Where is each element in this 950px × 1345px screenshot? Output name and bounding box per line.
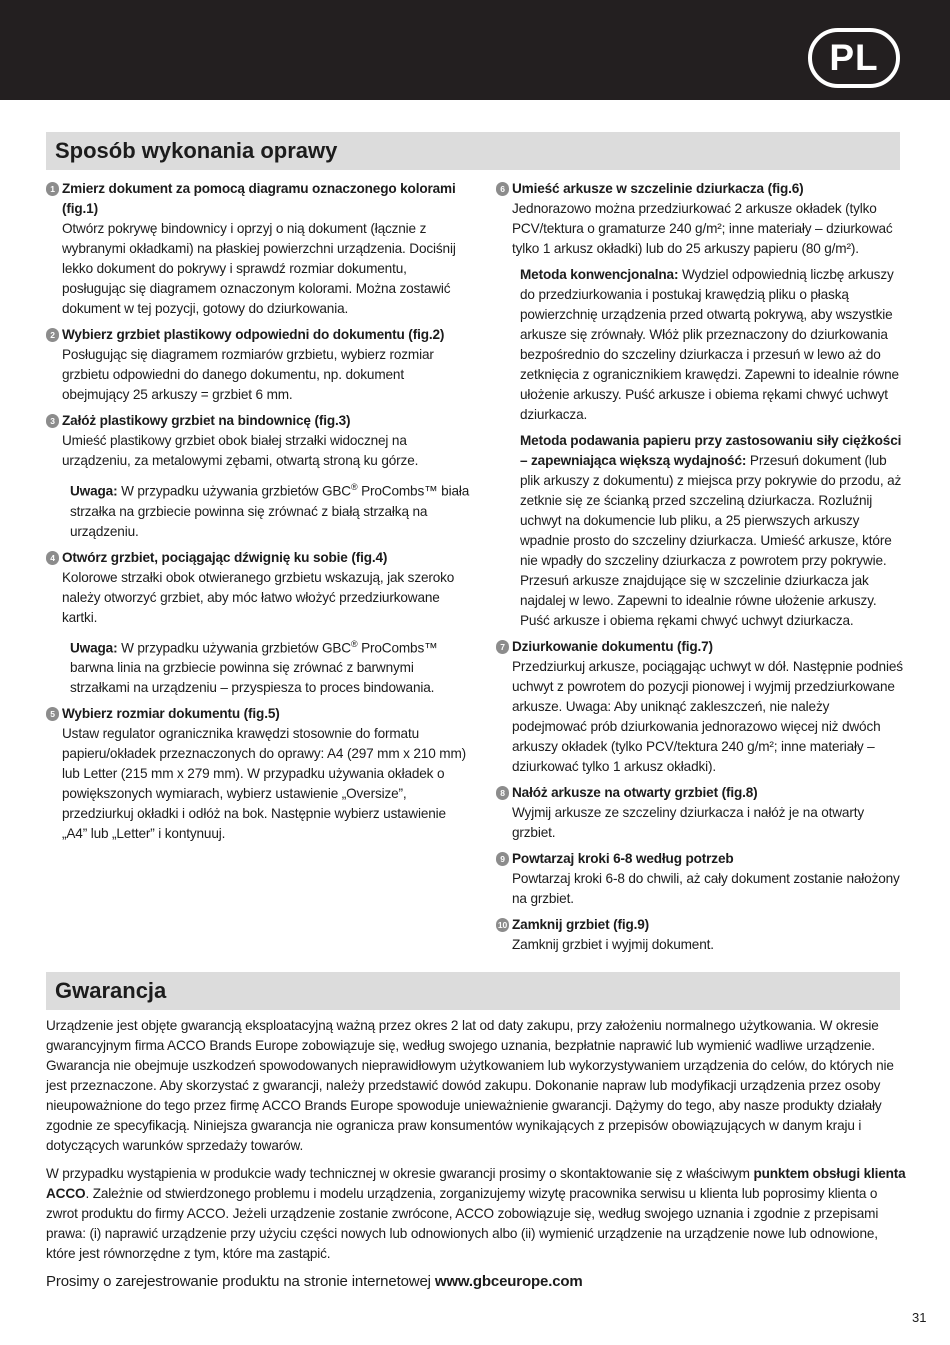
method-text: Wydziel odpowiednią liczbę arkuszy do przedziurkowania i postukaj krawędzią pliku o płaską powierzchnię urządzenia przed otwartą pokrywą, aby wszystkie arkusze się zrównały. Włóż plik przeznaczony do dziurkowania bezpośrednio do szczeliny dziurkacza i przesuń w lewo aż do zetknięcia z ogranicznikiem krawędzi. Zapewni to idealnie równe ułożenie arkuszy. Puść arkusze i obiema rękami chwyć uchwyt dziurkacza. [520,267,899,422]
warranty-paragraph-1: Urządzenie jest objęte gwarancją eksploatacyjną ważną przez okres 2 lat od daty zakupu, przy założeniu normalnego użytkowania. W okresie gwarancyjnym firma ACCO Brands Europe zobowiązuje się, według swojego uznania, bezpłatnie naprawić lub wymienić wadliwe urządzenie. Gwarancja nie obejmuje uszkodzeń spowodowanych nieprawidłowym użytkowaniem lub wykorzystywaniem urządzenia do celów, do których nie jest przeznaczone. Aby skorzystać z gwarancji, należy przedstawić dowód zakupu. Dokonanie napraw lub modyfikacji urządzenia przez osoby nieupoważnione do tego przez firmę ACCO Brands Europe spowoduje unieważnienie gwarancji. Dążymy do tego, aby nasze produkty działały zgodnie ze specyfikacją. Niniejsza gwarancja nie ogranicza praw konsumentów wynikających z przepisów obowiązujących w danym kraju i dotyczących warunków sprzedaży towarów. [46,1018,894,1153]
warranty-text [46,1016,906,1300]
step-3 [46,411,471,542]
section-title: Gwarancja [55,978,167,1003]
step-body: Wyjmij arkusze ze szczeliny dziurkacza i nałóż je na otwarty grzbiet. [512,805,864,840]
step-title: Wybierz rozmiar dokumentu (fig.5) [62,706,280,722]
warranty-text-part: . Zależnie od stwierdzonego problemu i modelu urządzenia, zorganizujemy wizytę pracownika serwisu u klienta lub poprosimy klienta o zwrot produktu do firmy ACCO. Jeżeli urządzenie zostanie zwrócone, ACCO zobowiązuje się, według swojego uznania i zgodnie z przepisami prawa: (i) naprawić urządzenie przy użyciu części nowych lub odnowionych albo (ii) wymienić urządzenie na urządzenie nowe lub odnowione, które jest równorzędne z tym, które ma zastąpić. [46,1186,879,1261]
step-number-badge: 3 [46,414,59,428]
step-title: Powtarzaj kroki 6-8 według potrzeb [512,851,734,866]
step-body: Przedziurkuj arkusze, pociągając uchwyt w dół. Następnie podnieś uchwyt z powrotem do pozycji pionowej i wyjmij przedziurkowane arkusze. Uwaga: Aby uniknąć zakleszczeń, nie należy podejmować prób dziurkowania jednorazowo więcej niż dwóch arkuszy okładek (tylko PCV/tektura 240 g/m²; inne materiały – dziurkować tylko 1 arkusz okładki). [512,659,903,774]
step-note [62,634,471,699]
step-number-badge: 6 [496,182,509,196]
service-point-highlight: punktem obsługi klienta ACCO [46,1166,906,1201]
step-number-badge: 10 [497,920,508,930]
step-body: Jednorazowo można przedziurkować 2 arkusze okładek (tylko PCV/tektura o gramaturze 240 g/m²; inne materiały – dziurkować tylko 1 arkusz okładki) lub do 25 arkuszy papieru (80 g/m²). [512,201,893,256]
header-bar [0,0,950,100]
step-body: Kolorowe strzałki obok otwieranego grzbietu wskazują, jak szeroko należy otworzyć grzbiet, aby móc łatwo włożyć przedziurkowane kartki. [62,569,455,625]
step-title: Załóż plastikowy grzbiet na bindownicę (fig.3) [62,413,351,428]
method-gravity [512,431,906,631]
section-header-warranty [46,972,900,1010]
step-number-badge: 7 [496,640,509,654]
note-text: W przypadku używania grzbietów GBC [121,640,351,656]
note-text: W przypadku używania grzbietów GBC [121,483,351,499]
step-body: Zamknij grzbiet i wyjmij dokument. [512,937,714,952]
method-label: Metoda podawania papieru przy zastosowaniu siły ciężkości – zapewniająca większą wydajność: [520,433,902,468]
step-6 [496,179,906,631]
step-number-badge: 1 [46,182,59,196]
registered-mark: ® [350,482,358,492]
step-note [62,477,471,542]
step-2 [46,325,471,405]
step-body: Otwórz pokrywę bindownicy i oprzyj o nią dokument (łącznie z wybranymi okładkami) na płaskiej powierzchni urządzenia. Dociśnij lekko dokument do pokrywy i sprawdź rozmiar dokumentu, posługując się diagramem oznaczonym kolorami. Można zostawić dokument w tej pozycji, gotowy do dziurkowania. [62,221,456,316]
step-title: Zamknij grzbiet (fig.9) [512,917,650,932]
section-title: Sposób wykonania oprawy [55,138,338,163]
step-9 [496,849,906,909]
right-column [496,179,906,961]
page-number: 31 [912,1310,927,1325]
note-text: ProCombs™ biała strzałka na grzbiecie powinna się zrównać z białą strzałką na urządzeniu. [70,483,470,539]
step-title: Wybierz grzbiet plastikowy odpowiedni do dokumentu (fig.2) [62,327,445,342]
registration-note [46,1272,906,1292]
left-column [46,179,471,850]
step-4 [46,548,471,699]
step-number-badge: 2 [46,328,59,342]
warranty-paragraph-2 [46,1164,906,1264]
step-number-badge: 5 [46,707,59,721]
language-badge: PL [808,28,900,88]
note-text: ProCombs™ barwna linia na grzbiecie powinna się zrównać z barwnymi strzałkami na urządzeniu – przyspiesza to proces bindowania. [70,640,438,696]
warranty-text-part: W przypadku wystąpienia w produkcie wady technicznej w okresie gwarancji prosimy o skontaktowanie się z właściwym [46,1166,754,1181]
step-number-badge: 8 [496,786,509,800]
step-title: Otwórz grzbiet, pociągając dźwignię ku sobie (fig.4) [62,549,388,565]
registered-mark: ® [350,638,358,649]
method-label: Metoda konwencjonalna: [520,267,679,282]
step-number-badge: 9 [496,852,509,866]
step-5 [46,704,471,844]
note-label: Uwaga: [70,483,118,499]
step-body: Powtarzaj kroki 6-8 do chwili, aż cały dokument zostanie nałożony na grzbiet. [512,871,900,906]
step-title: Nałóż arkusze na otwarty grzbiet (fig.8) [512,785,758,800]
step-title: Dziurkowanie dokumentu (fig.7) [512,639,713,654]
method-conventional [512,265,906,425]
step-10 [496,915,906,955]
step-7 [496,637,906,777]
registration-text: Prosimy o zarejestrowanie produktu na stronie internetowej [46,1273,435,1290]
section-header-binding [46,132,900,170]
step-body: Ustaw regulator ogranicznika krawędzi stosownie do formatu papieru/okładek przeznaczonych do oprawy: A4 (297 mm x 210 mm) lub Letter (215 mm x 279 mm). W przypadku używania okładek o powiększonych wymiarach, wybierz ustawienie „Oversize”, przedziurkuj okładki i odłóż na bok. Następnie wybierz ustawienie „A4” lub „Letter” i kontynuuj. [62,726,467,842]
step-title: Umieść arkusze w szczelinie dziurkacza (fig.6) [512,181,804,196]
step-1 [46,179,471,319]
registration-link[interactable]: www.gbceurope.com [434,1273,583,1290]
note-label: Uwaga: [70,640,118,656]
step-title: Zmierz dokument za pomocą diagramu oznaczonego kolorami (fig.1) [62,181,456,216]
step-body: Umieść plastikowy grzbiet obok białej strzałki widocznej na urządzeniu, za metalowymi zębami, otwartą stroną ku górze. [62,433,419,468]
step-8 [496,783,906,843]
step-body: Posługując się diagramem rozmiarów grzbietu, wybierz rozmiar grzbietu odpowiedni do danego dokumentu, np. dokument obejmujący 25 arkuszy = grzbiet 6 mm. [62,347,434,402]
method-text: Przesuń dokument (lub plik arkuszy z dokumentu) z miejsca przy pokrywie do przodu, aż zetknie się ze ścianką przed szczeliną dziurkacza. Rozluźnij uchwyt na dokumencie lub pliku, a 25 pierwszych arkuszy wpadnie prosto do szczeliny dziurkacza. Umieść arkusze, które nie wpadły do szczeliny dziurkacza z powrotem przy pokrywie. Przesuń arkusze znajdujące się w szczelinie dziurkacza jak najdalej w lewo. Zapewni to idealnie równe ułożenie arkuszy. Puść arkusze i obiema rękami chwyć uchwyt dziurkacza. [520,453,902,628]
step-number-badge: 4 [46,551,59,565]
